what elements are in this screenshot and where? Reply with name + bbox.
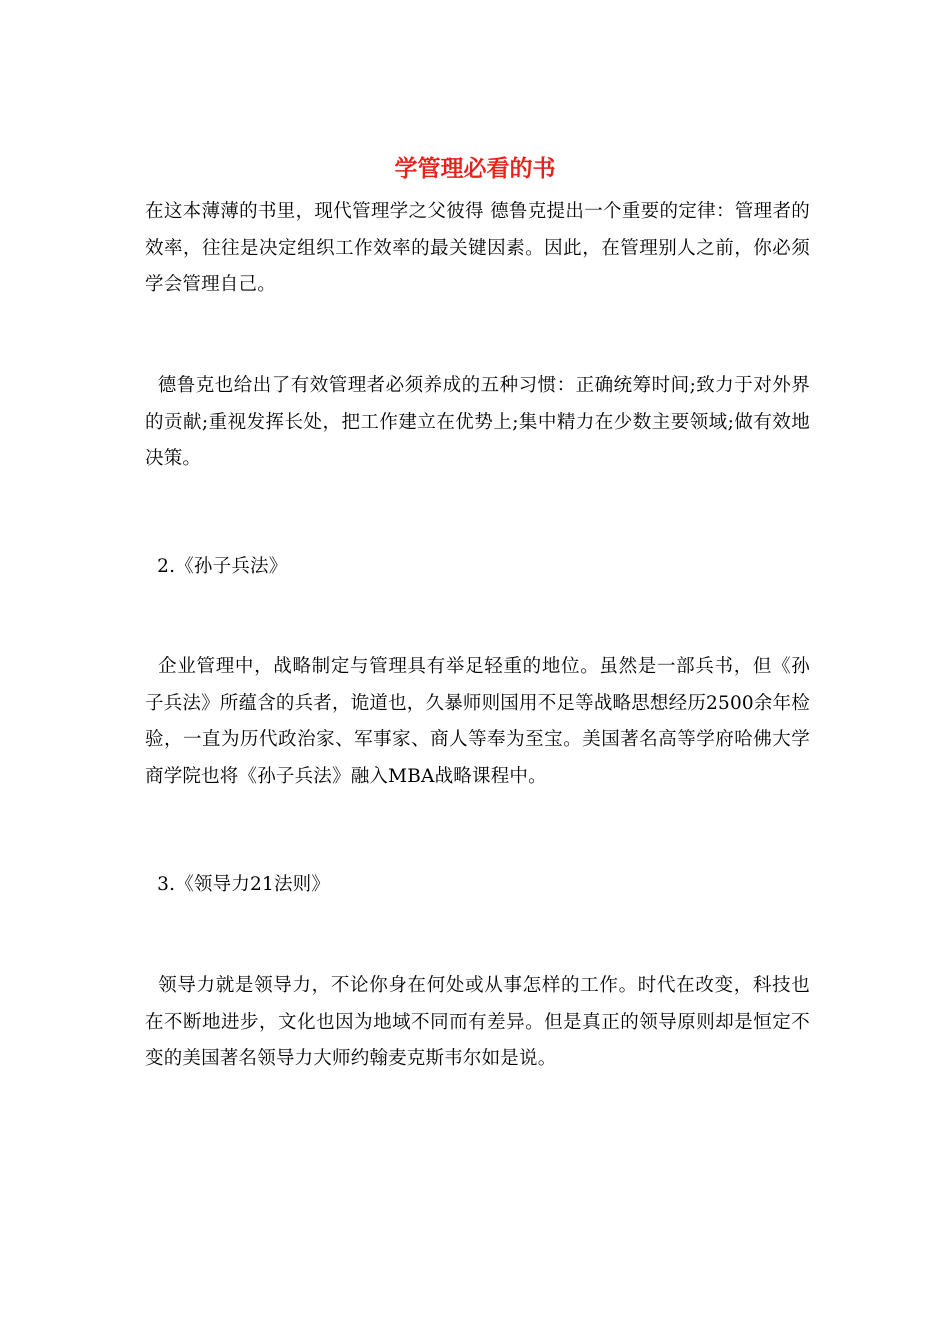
paragraph-leadership: 领导力就是领导力，不论你身在何处或从事怎样的工作。时代在改变，科技也在不断地进步，文化也因为地域不同而有差异。但是真正的领导原则却是恒定不变的美国著名领导力大师约翰麦克斯韦尔如是说。 (145, 975, 810, 1069)
paragraph-habits: 德鲁克也给出了有效管理者必须养成的五种习惯：正确统筹时间;致力于对外界的贡献;重视发挥长处，把工作建立在优势上;集中精力在少数主要领域;做有效地决策。 (145, 375, 810, 469)
paragraph-intro: 在这本薄薄的书里，现代管理学之父彼得 德鲁克提出一个重要的定律：管理者的效率，往往是决定组织工作效率的最关键因素。因此，在管理别人之前，你必须学会管理自己。 (145, 201, 810, 295)
paragraph-art-of-war: 企业管理中，战略制定与管理具有举足轻重的地位。虽然是一部兵书，但《孙子兵法》所蕴含的兵者，诡道也，久暴师则国用不足等战略思想经历2500余年检验，一直为历代政治家、军事家、商人等奉为至宝。美国著名高等学府哈佛大学商学院也将《孙子兵法》融入MBA战略课程中。 (145, 656, 810, 787)
section-heading-leadership-laws: 3.《领导力21法则》 (145, 874, 331, 895)
section-heading-art-of-war: 2.《孙子兵法》 (145, 556, 288, 577)
document-title: 学管理必看的书 (394, 155, 556, 182)
